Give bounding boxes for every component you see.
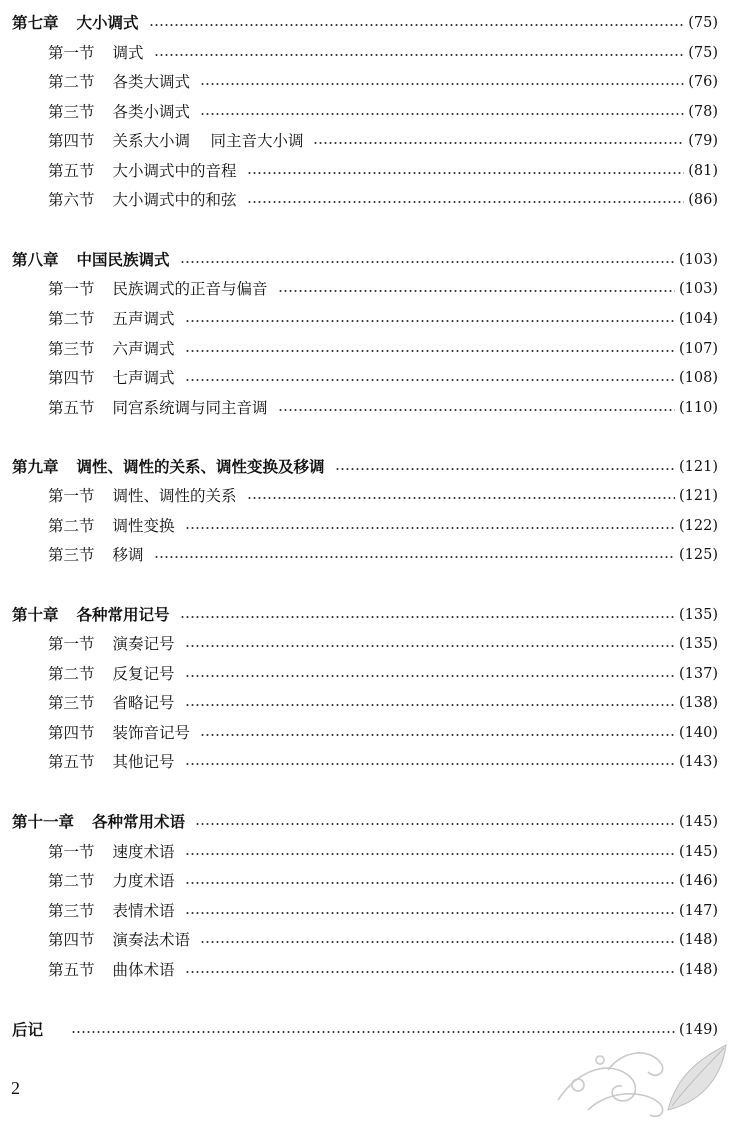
section-number: 第一节: [48, 280, 95, 298]
section-title: 力度术语: [112, 872, 175, 890]
section-title: 反复记号: [112, 665, 175, 683]
dot-leader: [195, 823, 675, 825]
section-title: 调性、调性的关系: [112, 487, 237, 505]
section-number: 第二节: [48, 872, 95, 890]
page-reference: (121): [679, 459, 718, 475]
toc-section-entry: [0, 897, 730, 925]
page-reference: (81): [688, 163, 718, 179]
section-number: 第一节: [48, 487, 95, 505]
section-title: 民族调式的正音与偏音: [112, 280, 268, 298]
toc-section-entry: [0, 305, 730, 333]
section-number: 第四节: [48, 724, 95, 742]
section-number: 第三节: [48, 902, 95, 920]
toc-section-entry: [0, 630, 730, 658]
chapter-title: 调性、调性的关系、调性变换及移调: [76, 458, 325, 476]
dot-leader: [185, 379, 675, 381]
dot-leader: [200, 113, 684, 115]
dot-leader: [247, 201, 685, 203]
section-number: 第三节: [48, 694, 95, 712]
section-title: 移调: [112, 546, 144, 564]
page-reference: (145): [679, 814, 718, 830]
page-reference: (75): [688, 15, 718, 31]
dot-leader: [71, 1031, 675, 1033]
dot-leader: [185, 971, 675, 973]
page-reference: (107): [679, 341, 718, 357]
section-title: 其他记号: [112, 753, 175, 771]
dot-leader: [200, 941, 675, 943]
toc-section-entry: [0, 867, 730, 895]
page-reference: (148): [679, 932, 718, 948]
section-title: 调式: [112, 44, 144, 62]
section-title: 省略记号: [112, 694, 175, 712]
section-title: 各类小调式: [112, 103, 191, 121]
section-title: 五声调式: [112, 310, 175, 328]
page-reference: (79): [688, 133, 718, 149]
section-number: 第六节: [48, 191, 95, 209]
section-number: 第一节: [48, 843, 95, 861]
dot-leader: [185, 882, 675, 884]
chapter-title: 各种常用记号: [76, 606, 170, 624]
toc-section-entry: [0, 39, 730, 67]
section-number: 第四节: [48, 369, 95, 387]
toc-section-entry: [0, 660, 730, 688]
dot-leader: [154, 556, 675, 558]
toc-chapter-entry: [0, 246, 730, 274]
chapter-number: 第十章: [12, 606, 59, 624]
toc-section-entry: [0, 689, 730, 717]
dot-leader: [149, 24, 685, 26]
toc-section-entry: [0, 512, 730, 540]
section-title: 演奏记号: [112, 635, 175, 653]
dot-leader: [247, 497, 675, 499]
page-reference: (147): [679, 903, 718, 919]
dot-leader: [185, 350, 675, 352]
dot-leader: [185, 645, 675, 647]
section-title: 六声调式: [112, 340, 175, 358]
dot-leader: [154, 54, 685, 56]
section-number: 第三节: [48, 546, 95, 564]
dot-leader: [185, 763, 675, 765]
page-number: 2: [11, 1078, 20, 1098]
dot-leader: [247, 172, 685, 174]
toc-section-entry: [0, 275, 730, 303]
toc-section-entry: [0, 956, 730, 984]
toc-section-entry: [0, 926, 730, 954]
toc-chapter-entry: [0, 9, 730, 37]
section-number: 第二节: [48, 73, 95, 91]
page-reference: (138): [679, 695, 718, 711]
dot-leader: [185, 912, 675, 914]
section-number: 第二节: [48, 665, 95, 683]
dot-leader: [180, 616, 675, 618]
section-number: 第三节: [48, 103, 95, 121]
page-reference: (148): [679, 962, 718, 978]
section-title: 装饰音记号: [112, 724, 191, 742]
page-reference: (140): [679, 725, 718, 741]
section-title: 演奏法术语: [112, 931, 191, 949]
page-reference: (135): [679, 636, 718, 652]
section-number: 第五节: [48, 961, 95, 979]
page-reference: (121): [679, 488, 718, 504]
chapter-title: 各种常用术语: [92, 813, 186, 831]
section-number: 第二节: [48, 517, 95, 535]
section-title: 速度术语: [112, 843, 175, 861]
section-number: 第一节: [48, 44, 95, 62]
page-reference: (137): [679, 666, 718, 682]
page-reference: (146): [679, 873, 718, 889]
chapter-number: 后记: [12, 1021, 44, 1039]
section-title: 曲体术语: [112, 961, 175, 979]
page-reference: (103): [679, 281, 718, 297]
section-number: 第四节: [48, 931, 95, 949]
toc-section-entry: [0, 364, 730, 392]
toc-section-entry: [0, 719, 730, 747]
page-reference: (149): [679, 1022, 718, 1038]
toc-section-entry: [0, 838, 730, 866]
page-reference: (76): [688, 74, 718, 90]
toc-chapter-entry: [0, 601, 730, 629]
page-reference: (108): [679, 370, 718, 386]
section-number: 第四节: [48, 132, 95, 150]
page-reference: (125): [679, 547, 718, 563]
section-number: 第五节: [48, 753, 95, 771]
dot-leader: [185, 527, 675, 529]
toc-section-entry: [0, 186, 730, 214]
section-title: 大小调式中的音程: [112, 162, 237, 180]
dot-leader: [185, 320, 675, 322]
page-reference: (104): [679, 311, 718, 327]
page-reference: (78): [688, 104, 718, 120]
toc-section-entry: [0, 394, 730, 422]
section-number: 第五节: [48, 399, 95, 417]
page-reference: (103): [679, 252, 718, 268]
section-number: 第一节: [48, 635, 95, 653]
dot-leader: [200, 734, 675, 736]
dot-leader: [313, 142, 684, 144]
section-title: 表情术语: [112, 902, 175, 920]
dot-leader: [185, 853, 675, 855]
toc-section-entry: [0, 748, 730, 776]
chapter-number: 第九章: [12, 458, 59, 476]
dot-leader: [335, 468, 675, 470]
floral-ornament-icon: [548, 1040, 730, 1122]
page-reference: (75): [688, 45, 718, 61]
dot-leader: [278, 290, 675, 292]
page-reference: (110): [679, 400, 718, 416]
page-reference: (145): [679, 844, 718, 860]
section-number: 第二节: [48, 310, 95, 328]
dot-leader: [185, 675, 675, 677]
section-number: 第五节: [48, 162, 95, 180]
section-title: 关系大小调 同主音大小调: [112, 132, 304, 150]
toc-section-entry: [0, 68, 730, 96]
section-title: 大小调式中的和弦: [112, 191, 237, 209]
page-reference: (143): [679, 754, 718, 770]
toc-section-entry: [0, 98, 730, 126]
chapter-title: 中国民族调式: [76, 251, 170, 269]
page-reference: (122): [679, 518, 718, 534]
section-title: 调性变换: [112, 517, 175, 535]
dot-leader: [180, 261, 675, 263]
section-title: 同宫系统调与同主音调: [112, 399, 268, 417]
toc-section-entry: [0, 541, 730, 569]
toc-section-entry: [0, 482, 730, 510]
toc-section-entry: [0, 127, 730, 155]
section-number: 第三节: [48, 340, 95, 358]
chapter-number: 第八章: [12, 251, 59, 269]
chapter-title: 大小调式: [76, 14, 139, 32]
chapter-number: 第七章: [12, 14, 59, 32]
page-reference: (86): [688, 192, 718, 208]
toc-section-entry: [0, 335, 730, 363]
toc-chapter-entry: [0, 808, 730, 836]
dot-leader: [278, 409, 675, 411]
chapter-number: 第十一章: [12, 813, 75, 831]
section-title: 七声调式: [112, 369, 175, 387]
section-title: 各类大调式: [112, 73, 191, 91]
dot-leader: [185, 704, 675, 706]
dot-leader: [200, 83, 684, 85]
page-reference: (135): [679, 607, 718, 623]
toc-section-entry: [0, 157, 730, 185]
toc-chapter-entry: [0, 453, 730, 481]
